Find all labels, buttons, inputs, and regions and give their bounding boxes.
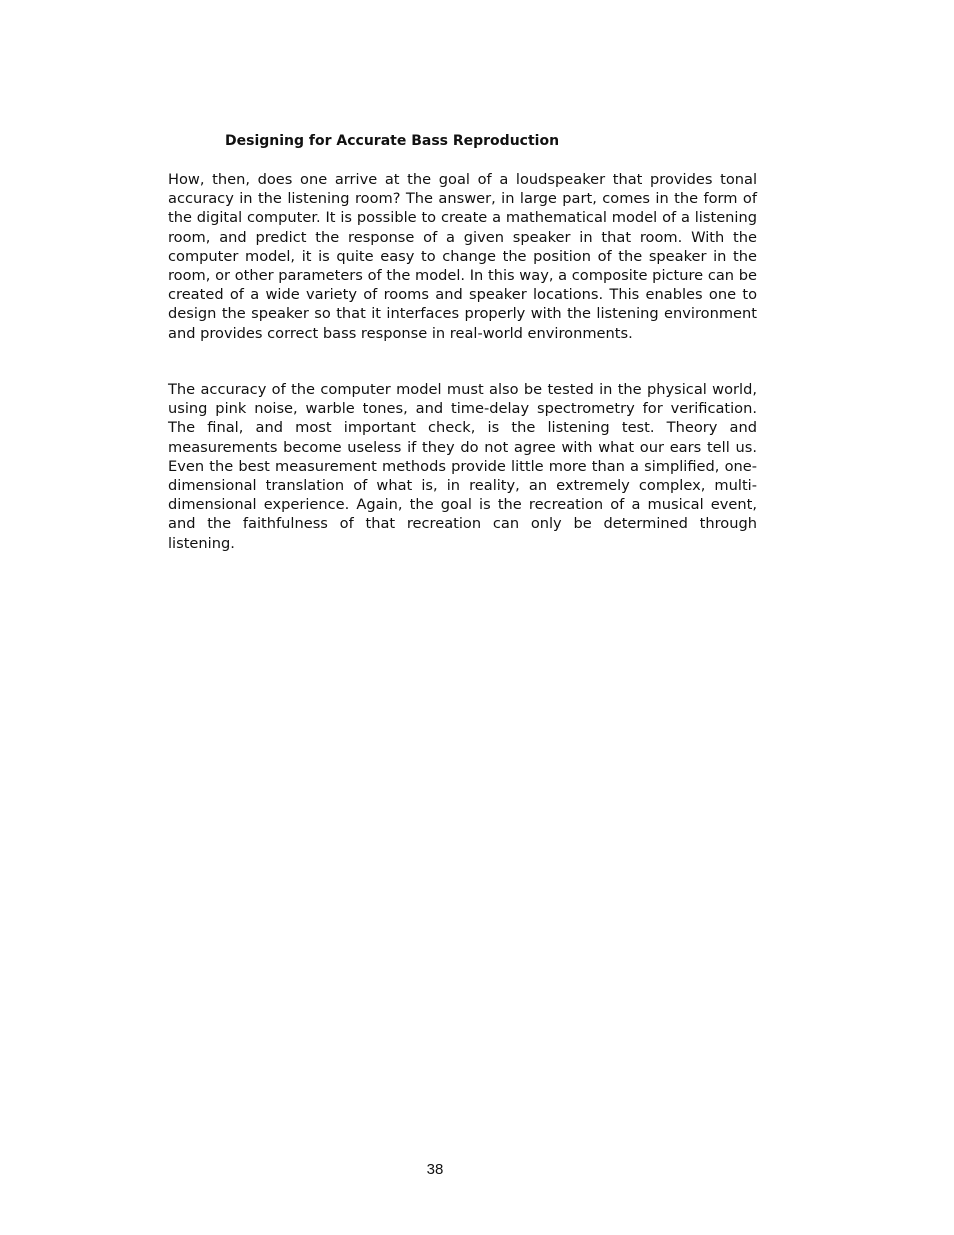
- body-paragraph-1: How, then, does one arrive at the goal of a loudspeaker that provides tonal accuracy in the listening room? The answer, in large part, comes in the form of the digital computer. It is possible to create a mathematical model of a listening room, and predict the response of a given speaker in that room. With the computer model, it is quite easy to change the position of the speaker in the room, or other parameters of the model. In this way, a composite picture can be created of a wide variety of rooms and speaker locations. This enables one to design the speaker so that it interfaces properly with the listening environment and provides correct bass response in real-world environments.: [168, 171, 757, 342]
- page-number: 38: [426, 1161, 444, 1178]
- body-paragraph-2: The accuracy of the computer model must also be tested in the physical world, using pink noise, warble tones, and time-delay spectrometry for verification. The final, and most important check, is the listening test. Theory and measurements become useless if they do not agree with what our ears tell us. Even the best measurement methods provide little more than a simplified, one-dimensional translation of what is, in reality, an extremely complex, multi-dimensional experience. Again, the goal is the recreation of a musical event, and the faithfulness of that recreation can only be determined through listening.: [168, 381, 757, 552]
- section-heading: Designing for Accurate Bass Reproduction: [225, 133, 560, 149]
